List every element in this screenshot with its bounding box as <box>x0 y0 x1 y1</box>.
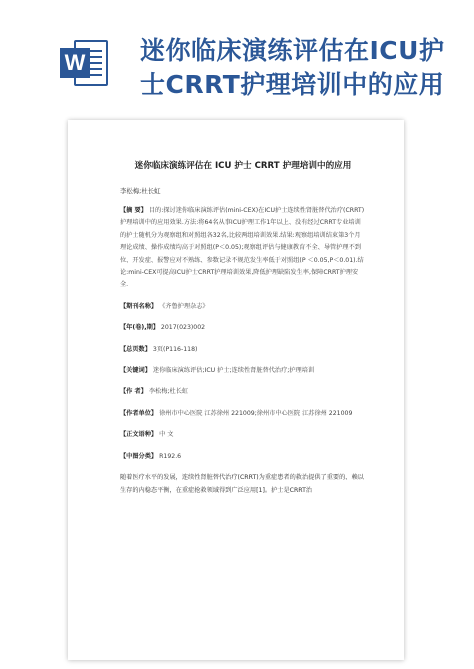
field-label: 【总页数】 <box>120 345 151 353</box>
document-page <box>68 120 404 660</box>
metadata-field-affiliation <box>120 408 366 420</box>
word-letter-icon: W <box>60 48 90 78</box>
field-value: 迷你临床演练评估;ICU 护士;连续性肾脏替代治疗;护理培训 <box>152 367 315 375</box>
metadata-field-pages <box>120 344 366 356</box>
field-label: 【作 者】 <box>120 388 147 396</box>
metadata-field-classification <box>120 451 366 463</box>
page-content <box>120 160 366 497</box>
field-label: 【正文语种】 <box>120 431 158 439</box>
field-value: 2017(023)002 <box>160 324 206 332</box>
field-value: 徐州市中心医院 江苏徐州 221009;徐州市中心医院 江苏徐州 221009 <box>159 409 353 417</box>
abstract-label: 【摘 要】 <box>120 207 147 214</box>
field-label: 【期刊名称】 <box>120 302 158 310</box>
header-title-line-2: 士CRRT护理培训中的应用 <box>140 70 445 99</box>
document-authors: 李松梅;杜长虹 <box>120 187 161 195</box>
field-value: R192.6 <box>159 452 182 460</box>
word-document-icon <box>60 40 110 86</box>
document-title: 迷你临床演练评估在 ICU 护士 CRRT 护理培训中的应用 <box>134 161 352 171</box>
abstract-text: 目的:探讨迷你临床演练评估(mini-CEX)在ICU护士连续性肾脏替代治疗(CRRT)护理培训中的应用效果.方法:将64名从事ICU护理工作1年以上、没有经过CRRT专业培训的护士随机分为观察组和对照组各32名,比较两组培训效果.结果:观察组培训结束第3个月理论成绩、操作成绩均高于对照组(P＜0.05);观察组评估与健康教育不全、导管护理不到位、开发症、报警应对不熟练、参数记录不规范发生率低于对照组(P ＜0.05,P＜0.01).结论:mini-CEX可提高ICU护士CRRT护理培训效果,降低护理缺陷发生率,保障CRRT护理安全. <box>120 207 365 289</box>
field-value: 《齐鲁护理杂志》 <box>159 302 209 310</box>
header-title <box>140 34 460 102</box>
field-label: 【关键词】 <box>120 367 151 375</box>
metadata-field-journal <box>120 301 366 313</box>
metadata-field-keywords <box>120 365 366 377</box>
field-value: 中 文 <box>159 431 174 439</box>
field-label: 【作者单位】 <box>120 409 158 417</box>
metadata-field-language <box>120 429 366 441</box>
header-title-line-1: 迷你临床演练评估在ICU护 <box>140 36 445 65</box>
metadata-field-authors <box>120 386 366 398</box>
field-value: 3页(P116-118) <box>152 345 198 353</box>
document-header <box>0 0 474 118</box>
field-value: 李松梅;杜长虹 <box>148 388 189 396</box>
abstract-field <box>120 205 366 292</box>
metadata-field-year-volume <box>120 322 366 334</box>
field-label: 【中图分类】 <box>120 452 158 460</box>
field-label: 【年(卷),期】 <box>120 324 159 332</box>
body-paragraph: 随着医疗水平的发展，连续性肾脏替代治疗(CRRT)为重症患者的救治提供了重要的、赖以生存的内稳态平衡，在重症抢救领域得到广泛应用[1]。护士是CRRT治 <box>120 474 364 494</box>
